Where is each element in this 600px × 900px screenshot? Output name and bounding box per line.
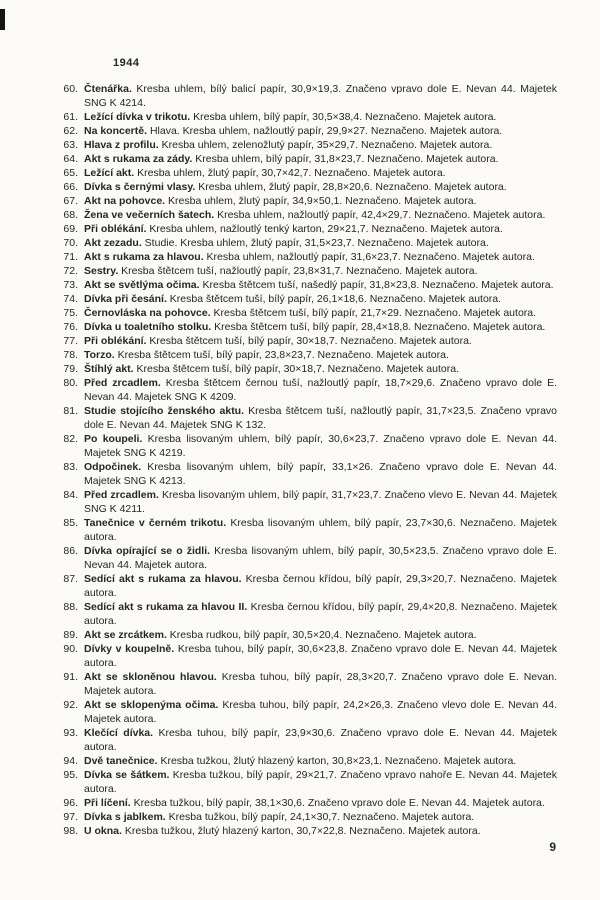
entry-text: Kresba tužkou, žlutý hlazený karton, 30,7×22,8. Neznačeno. Majetek autora.: [121, 825, 481, 837]
entry-text: Kresba štětcem tuší, bílý papír, 28,4×18,8. Neznačeno. Majetek autora.: [211, 321, 546, 333]
entry-body: [84, 152, 557, 166]
entry-body: [84, 642, 557, 670]
entry-text: Kresba uhlem, bílý papír, 30,5×38,4. Neznačeno. Majetek autora.: [190, 111, 497, 123]
entry-body: [84, 194, 557, 208]
entry-body: [84, 376, 557, 404]
entry-text: Kresba uhlem, žlutý papír, 30,7×42,7. Neznačeno. Majetek autora.: [134, 167, 446, 179]
entry-body: [84, 124, 557, 138]
entry-number: 90.: [63, 643, 78, 655]
entry-text: Kresba tužkou, bílý papír, 38,1×30,6. Značeno vpravo dole E. Nevan 44. Majetek autora.: [130, 797, 545, 809]
entry-body: [84, 320, 557, 334]
entry-row: [57, 152, 557, 166]
entry-row: [57, 264, 557, 278]
entry-body: [84, 236, 557, 250]
entry-title: Na koncertě.: [84, 125, 148, 137]
entry-title: Akt se světlýma očima.: [84, 279, 200, 291]
entry-text: Kresba lisovaným uhlem, bílý papír, 30,5×23,5. Značeno vpravo dole E. Nevan 44. Majetek autora.: [84, 545, 557, 571]
entry-number: 88.: [63, 601, 78, 613]
entry-title: Dívka opírající se o židli.: [84, 545, 211, 557]
entry-body: [84, 334, 557, 348]
entry-row: [57, 138, 557, 152]
entry-row: [57, 796, 557, 810]
entry-title: Před zrcadlem.: [84, 377, 161, 389]
entry-number: 79.: [63, 363, 78, 375]
entry-title: Akt zezadu.: [84, 237, 142, 249]
page-number: 9: [549, 840, 556, 854]
entry-body: [84, 404, 557, 432]
entry-text: Kresba lisovaným uhlem, bílý papír, 23,7×30,6. Neznačeno. Majetek autora.: [84, 517, 558, 543]
entry-text: Kresba uhlem, zelenožlutý papír, 35×29,7. Neznačeno. Majetek autora.: [158, 139, 493, 151]
entry-row: [57, 250, 557, 264]
entry-text: Kresba uhlem, nažloutlý tenký karton, 29×21,7. Neznačeno. Majetek autora.: [146, 223, 503, 235]
entry-number: 82.: [63, 433, 78, 445]
entry-number: 71.: [63, 251, 78, 263]
entry-text: Kresba uhlem, žlutý papír, 34,9×50,1. Neznačeno. Majetek autora.: [165, 195, 477, 207]
entry-number: 93.: [63, 727, 78, 739]
entry-number: 89.: [63, 629, 78, 641]
entry-text: Kresba štětcem tuší, bílý papír, 23,8×23,7. Neznačeno. Majetek autora.: [114, 349, 449, 361]
entry-body: [84, 600, 557, 628]
entry-title: Černovláska na pohovce.: [84, 307, 211, 319]
entry-text: Kresba štětcem černou tuší, nažloutlý papír, 18,7×29,6. Značeno vpravo dole E. Nevan 44. Majetek SNG K 4209.: [84, 377, 557, 403]
entry-body: [84, 208, 557, 222]
entry-number: 62.: [63, 125, 78, 137]
entry-number: 76.: [63, 321, 78, 333]
scan-edge-artifact: [0, 9, 5, 30]
entry-number: 81.: [63, 405, 78, 417]
entry-number: 68.: [63, 209, 78, 221]
entry-body: [84, 810, 557, 824]
entry-text: Kresba lisovaným uhlem, bílý papír, 30,6×23,7. Značeno vpravo dole E. Nevan 44. Majetek SNG K 4219.: [84, 433, 557, 459]
entry-row: [57, 488, 557, 516]
entry-row: [57, 516, 557, 544]
entry-row: [57, 222, 557, 236]
entry-body: [84, 670, 557, 698]
entry-title: Akt s rukama za zády.: [84, 153, 193, 165]
entry-title: Tanečnice v černém trikotu.: [84, 517, 227, 529]
entry-body: [84, 250, 557, 264]
entry-row: [57, 306, 557, 320]
entry-body: [84, 460, 557, 488]
entry-number: 70.: [63, 237, 78, 249]
entry-body: [84, 516, 557, 544]
entry-row: [57, 124, 557, 138]
entry-text: Studie. Kresba uhlem, žlutý papír, 31,5×23,7. Neznačeno. Majetek autora.: [141, 237, 489, 249]
entry-title: Klečící dívka.: [84, 727, 154, 739]
entry-body: [84, 222, 557, 236]
entry-number: 72.: [63, 265, 78, 277]
entry-number: 60.: [63, 83, 78, 95]
entry-row: [57, 278, 557, 292]
entry-row: [57, 82, 557, 110]
entry-row: [57, 642, 557, 670]
entry-number: 86.: [63, 545, 78, 557]
entry-text: Kresba štětcem tuší, bílý papír, 21,7×29. Neznačeno. Majetek autora.: [210, 307, 537, 319]
entry-body: [84, 698, 557, 726]
entry-title: Dívka s černými vlasy.: [84, 181, 196, 193]
entry-title: Akt se skloněnou hlavou.: [84, 671, 217, 683]
entry-row: [57, 544, 557, 572]
entry-number: 83.: [63, 461, 78, 473]
entry-title: Dívka s jablkem.: [84, 811, 166, 823]
entry-number: 73.: [63, 279, 78, 291]
entry-title: Hlava z profilu.: [84, 139, 159, 151]
entry-title: Akt se zrcátkem.: [84, 629, 167, 641]
entry-row: [57, 698, 557, 726]
entry-title: Sestry.: [84, 265, 119, 277]
entry-number: 64.: [63, 153, 78, 165]
entry-title: Akt s rukama za hlavou.: [84, 251, 204, 263]
entry-row: [57, 376, 557, 404]
entry-number: 98.: [63, 825, 78, 837]
entry-row: [57, 362, 557, 376]
entry-text: Kresba černou křídou, bílý papír, 29,3×20,7. Neznačeno. Majetek autora.: [84, 573, 557, 599]
entry-text: Kresba lisovaným uhlem, bílý papír, 31,7×23,7. Značeno vlevo E. Nevan 44. Majetek SNG K 4211.: [84, 489, 558, 515]
entry-text: Kresba uhlem, nažloutlý papír, 31,6×23,7. Neznačeno. Majetek autora.: [203, 251, 535, 263]
entry-number: 66.: [63, 181, 78, 193]
entry-body: [84, 166, 557, 180]
year-header: 1944: [113, 57, 140, 69]
entry-title: Při oblékání.: [84, 335, 147, 347]
entry-row: [57, 180, 557, 194]
entry-row: [57, 824, 557, 838]
entry-row: [57, 572, 557, 600]
entry-number: 74.: [63, 293, 78, 305]
entry-number: 84.: [63, 489, 78, 501]
entry-title: Dívka se šátkem.: [84, 769, 170, 781]
entry-title: Sedící akt s rukama za hlavou II.: [84, 601, 248, 613]
entry-title: Po koupeli.: [84, 433, 143, 445]
entry-title: Dívky v koupelně.: [84, 643, 175, 655]
entry-row: [57, 292, 557, 306]
entry-body: [84, 488, 557, 516]
entry-row: [57, 208, 557, 222]
entry-text: Kresba uhlem, bílý papír, 31,8×23,7. Neznačeno. Majetek autora.: [192, 153, 499, 165]
entry-title: Před zrcadlem.: [84, 489, 159, 501]
entry-row: [57, 726, 557, 754]
entry-body: [84, 726, 557, 754]
entry-body: [84, 110, 557, 124]
entry-row: [57, 194, 557, 208]
entry-number: 94.: [63, 755, 78, 767]
entry-number: 97.: [63, 811, 78, 823]
entry-text: Kresba uhlem, žlutý papír, 28,8×20,6. Neznačeno. Majetek autora.: [195, 181, 507, 193]
entry-title: Štíhlý akt.: [84, 363, 134, 375]
entry-number: 80.: [63, 377, 78, 389]
entry-row: [57, 166, 557, 180]
entry-body: [84, 348, 557, 362]
entry-row: [57, 432, 557, 460]
entry-title: Čtenářka.: [84, 83, 132, 95]
entry-number: 92.: [63, 699, 78, 711]
entry-title: Studie stojícího ženského aktu.: [84, 405, 245, 417]
entry-title: Sedící akt s rukama za hlavou.: [84, 573, 242, 585]
entry-text: Kresba tuhou, bílý papír, 30,6×23,8. Značeno vpravo dole E. Nevan 44. Majetek autora.: [84, 643, 557, 669]
entry-title: Dvě tanečnice.: [84, 755, 158, 767]
entry-body: [84, 572, 557, 600]
entry-body: [84, 544, 557, 572]
entry-row: [57, 754, 557, 768]
entry-row: [57, 334, 557, 348]
entry-title: Akt se sklopenýma očima.: [84, 699, 219, 711]
entry-text: Kresba tuhou, bílý papír, 24,2×26,3. Značeno vlevo dole E. Nevan 44. Majetek autora.: [84, 699, 557, 725]
entry-text: Kresba uhlem, nažloutlý papír, 42,4×29,7. Neznačeno. Majetek autora.: [214, 209, 546, 221]
entry-row: [57, 236, 557, 250]
entry-number: 61.: [63, 111, 78, 123]
entry-body: [84, 796, 557, 810]
entry-text: Kresba štětcem tuší, našedlý papír, 31,8×23,8. Neznačeno. Majetek autora.: [199, 279, 554, 291]
entry-number: 67.: [63, 195, 78, 207]
entry-text: Kresba štětcem tuší, nažloutlý papír, 31,7×23,5. Značeno vpravo dole E. Nevan 44. Majetek SNG K 132.: [84, 405, 557, 431]
entry-body: [84, 754, 557, 768]
entry-number: 85.: [63, 517, 78, 529]
entry-title: Žena ve večerních šatech.: [84, 209, 215, 221]
entry-body: [84, 628, 557, 642]
entry-title: Dívka u toaletního stolku.: [84, 321, 212, 333]
entry-row: [57, 768, 557, 796]
entry-title: Při oblékání.: [84, 223, 147, 235]
entry-text: Kresba tuhou, bílý papír, 23,9×30,6. Značeno vpravo dole E. Nevan 44. Majetek autora.: [84, 727, 557, 753]
entry-body: [84, 768, 557, 796]
entry-number: 63.: [63, 139, 78, 151]
entry-row: [57, 670, 557, 698]
entry-text: Kresba lisovaným uhlem, bílý papír, 33,1×26. Značeno vpravo dole E. Nevan 44. Majetek SNG K 4213.: [84, 461, 557, 487]
entry-row: [57, 460, 557, 488]
entry-number: 77.: [63, 335, 78, 347]
entry-text: Kresba štětcem tuší, nažloutlý papír, 23,8×31,7. Neznačeno. Majetek autora.: [118, 265, 478, 277]
entry-text: Kresba tužkou, bílý papír, 29×21,7. Značeno vpravo nahoře E. Nevan 44. Majetek autora.: [84, 769, 557, 795]
entry-row: [57, 110, 557, 124]
entry-title: Odpočinek.: [84, 461, 142, 473]
entry-list: [57, 82, 557, 838]
entry-row: [57, 810, 557, 824]
entry-text: Hlava. Kresba uhlem, nažloutlý papír, 29,9×27. Neznačeno. Majetek autora.: [147, 125, 503, 137]
entry-body: [84, 138, 557, 152]
entry-title: Ležící akt.: [84, 167, 135, 179]
entry-title: Torzo.: [84, 349, 115, 361]
entry-number: 91.: [63, 671, 78, 683]
entry-title: Akt na pohovce.: [84, 195, 166, 207]
entry-text: Kresba tužkou, žlutý hlazený karton, 30,8×23,1. Neznačeno. Majetek autora.: [157, 755, 517, 767]
entry-number: 95.: [63, 769, 78, 781]
entry-title: Ležící dívka v trikotu.: [84, 111, 191, 123]
entry-body: [84, 362, 557, 376]
entry-text: Kresba uhlem, bílý balicí papír, 30,9×19,3. Značeno vpravo dole E. Nevan 44. Majetek SNG K 4214.: [84, 83, 557, 109]
entry-text: Kresba tužkou, bílý papír, 24,1×30,7. Neznačeno. Majetek autora.: [165, 811, 475, 823]
entry-row: [57, 600, 557, 628]
entry-row: [57, 404, 557, 432]
entry-row: [57, 348, 557, 362]
entry-number: 78.: [63, 349, 78, 361]
entry-body: [84, 306, 557, 320]
entry-body: [84, 432, 557, 460]
entry-text: Kresba rudkou, bílý papír, 30,5×20,4. Neznačeno. Majetek autora.: [166, 629, 477, 641]
entry-body: [84, 292, 557, 306]
entry-row: [57, 628, 557, 642]
entry-row: [57, 320, 557, 334]
entry-title: U okna.: [84, 825, 122, 837]
entry-text: Kresba černou křídou, bílý papír, 29,4×20,8. Neznačeno. Majetek autora.: [84, 601, 557, 627]
entry-number: 69.: [63, 223, 78, 235]
entry-title: Dívka při česání.: [84, 293, 167, 305]
entry-body: [84, 824, 557, 838]
entry-title: Při líčení.: [84, 797, 131, 809]
entry-body: [84, 278, 557, 292]
entry-body: [84, 180, 557, 194]
entry-text: Kresba tuhou, bílý papír, 28,3×20,7. Značeno vpravo dole E. Nevan. Majetek autora.: [84, 671, 557, 697]
entry-number: 87.: [63, 573, 78, 585]
entry-body: [84, 264, 557, 278]
entry-number: 65.: [63, 167, 78, 179]
entry-text: Kresba štětcem tuší, bílý papír, 30×18,7. Neznačeno. Majetek autora.: [146, 335, 472, 347]
entry-text: Kresba štětcem tuší, bílý papír, 30×18,7. Neznačeno. Majetek autora.: [133, 363, 460, 375]
entry-number: 96.: [63, 797, 78, 809]
entry-text: Kresba štětcem tuší, bílý papír, 26,1×18,6. Neznačeno. Majetek autora.: [166, 293, 502, 305]
entry-body: [84, 82, 557, 110]
entry-number: 75.: [63, 307, 78, 319]
